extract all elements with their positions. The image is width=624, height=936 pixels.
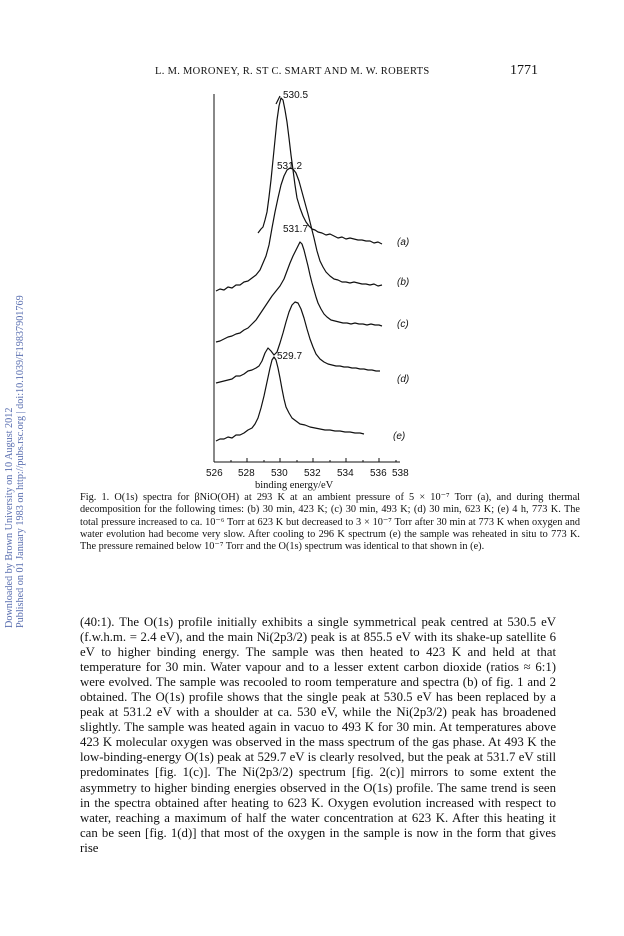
spectrum-c — [216, 242, 382, 342]
page-number: 1771 — [510, 63, 538, 78]
body-paragraph — [80, 615, 556, 856]
x-axis-title: binding energy/eV — [255, 480, 334, 491]
spectrum-label-e: (e) — [393, 431, 406, 442]
figure-caption: Fig. 1. O(1s) spectra for βNiO(OH) at 293 K at an ambient pressure of 5 × 10⁻⁷ Torr (a), and during thermal decomposition for the following times: (b) 30 min, 423 K; (c) 30 min, 493 K; (d) 30 min, 623 K; (e) 4 h, 773 K. The total pressure increased to ca. 10⁻⁶ Torr at 623 K but decreased to 3 × 10⁻⁷ Torr after 30 min at 773 K when oxygen and water evolution had become very slow. After cooling to 296 K spectrum (e) the sample was reheated in situ to 773 K. The pressure remained below 10⁻⁷ Torr and the O(1s) spectrum was identical to that shown in (e). — [80, 492, 580, 553]
spectrum-d — [216, 302, 380, 383]
published-note: Published on 01 January 1983 on http://pubs.rsc.org | doi:10.1039/F19837901769 — [15, 295, 26, 628]
x-tick-label: 538 — [392, 468, 409, 479]
x-tick-label: 534 — [337, 468, 354, 479]
x-tick-label: 536 — [370, 468, 387, 479]
x-tick-label: 528 — [238, 468, 255, 479]
peak-label-530-5: 530.5 — [283, 90, 309, 101]
body-text: (40:1). The O(1s) profile initially exhibits a single symmetrical peak centred at 530.5 eV (f.w.h.m. = 2.4 eV), and the main Ni(2p3/2) peak is at 855.5 eV with its shake-up satellite 6 eV to higher binding energy. The sample was then heated to 423 K and held at that temperature for 30 min. Water vapour and to a lesser extent carbon dioxide (ratios ≈ 6:1) were evolved. The sample was recooled to room temperature and spectra (b) of fig. 1 and 2 obtained. The O(1s) profile shows that the single peak at 530.5 eV has been replaced by a peak at 531.2 eV with a shoulder at ca. 530 eV, while the Ni(2p3/2) peak has broadened slightly. The sample was heated again in vacuo to 493 K for 30 min. At temperatures above 423 K molecular oxygen was observed in the mass spectrum of the gas phase. At 493 K the low-binding-energy O(1s) peak at 529.7 eV is clearly resolved, but the peak at 531.7 eV still predominates [fig. 1(c)]. The Ni(2p3/2) spectrum [fig. 2(c)] mirrors to some extent the asymmetry to higher binding energies observed in the O(1s) profile. The same trend is seen in the spectra obtained after heating to 623 K. Oxygen evolution increased with respect to water, reaching a maximum of half the water concentration at 623 K. After this heating it can be seen [fig. 1(d)] that most of the oxygen in the sample is now in the form that gives rise — [80, 615, 556, 855]
x-tick-label: 532 — [304, 468, 321, 479]
spectrum-e — [216, 357, 364, 441]
x-axis-ticks — [214, 458, 396, 462]
peak-label-529-7: 529.7 — [277, 351, 303, 362]
spectrum-label-a: (a) — [397, 237, 410, 248]
downloaded-note: Downloaded by Brown University on 10 August 2012 — [4, 407, 15, 628]
peak-label-531-2: 531.2 — [277, 161, 303, 172]
peak-label-531-7: 531.7 — [283, 224, 309, 235]
header-authors: L. M. MORONEY, R. ST C. SMART AND M. W. ROBERTS — [155, 66, 430, 77]
spectrum-label-d: (d) — [397, 374, 410, 385]
spectrum-label-b: (b) — [397, 277, 410, 288]
x-tick-label: 530 — [271, 468, 288, 479]
x-tick-label: 526 — [206, 468, 223, 479]
spectrum-label-c: (c) — [397, 319, 409, 330]
